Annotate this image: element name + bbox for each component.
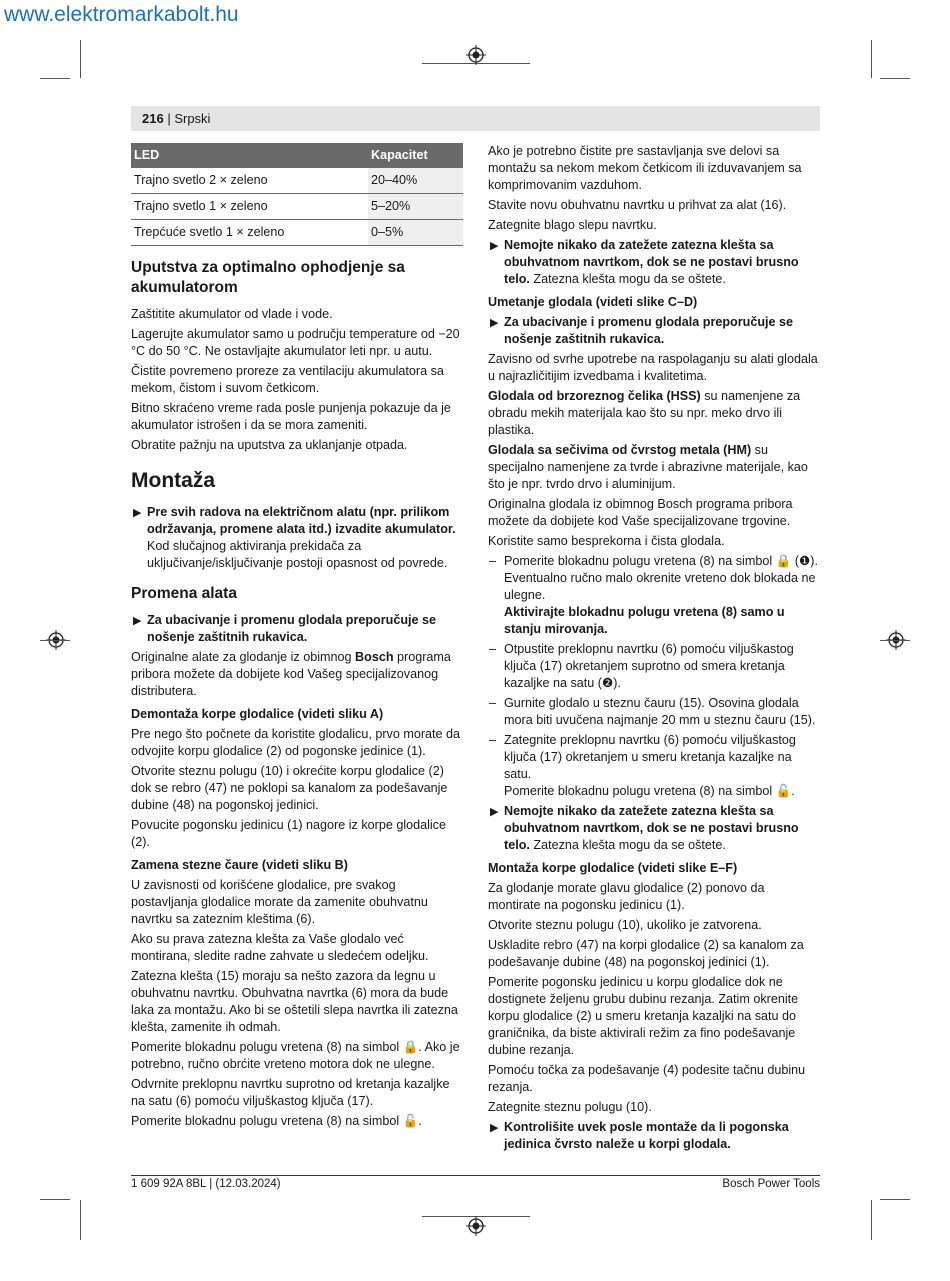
paragraph: Zatezna klešta (15) moraju sa nešto zazora da legnu u obuhvatnu navrtku. Obuhvatna navrtka (6) mora da bude laka za montažu. Ako bi se oštetili slepa navrtka ili zatezna klešta, zamenite ih odmah. xyxy=(131,969,458,1034)
table-cell: 0–5% xyxy=(368,220,463,246)
paragraph: Koristite samo besprekorna i čista glodala. xyxy=(488,534,725,548)
table-cell: 20–40% xyxy=(368,168,463,194)
table-row xyxy=(131,194,463,220)
paragraph: Stavite novu obuhvatnu navrtku u prihvat za alat (16). xyxy=(488,198,787,212)
registration-mark-icon xyxy=(466,45,486,65)
warning-text: Zatezna klešta mogu da se oštete. xyxy=(533,838,726,852)
warning-bold: Za ubacivanje i promenu glodala preporučuje se nošenje zaštitnih rukavica. xyxy=(504,315,794,346)
table-cell: Trajno svetlo 2 × zeleno xyxy=(131,168,368,194)
table-header: Kapacitet xyxy=(368,143,463,168)
bullet-triangle-icon: ▶ xyxy=(490,1122,499,1134)
paragraph: Zaštitite akumulator od vlade i vode. xyxy=(131,307,333,321)
paragraph: Otvorite steznu polugu (10) i okrećite korpu glodalice (2) dok se rebro (47) ne poklopi sa kanalom za podešavanje dubine (48) na pogonskoj jedinici. xyxy=(131,764,448,812)
warning-bold: Nemojte nikako da zatežete zatezna klešta sa obuhvatnom navrtkom, dok se ne postavi brusno telo. xyxy=(504,238,799,286)
warning-bold: Za ubacivanje i promenu glodala preporučuje se nošenje zaštitnih rukavica. xyxy=(147,613,437,644)
paragraph: Povucite pogonsku jedinicu (1) nagore iz korpe glodalice (2). xyxy=(131,818,447,849)
paragraph: Pomerite blokadnu polugu vretena (8) na simbol 🔒. Ako je potrebno, ručno obrćite vreteno motora dok ne ulegne. xyxy=(131,1040,460,1071)
footer-rule xyxy=(131,1175,820,1176)
warning-item xyxy=(488,803,820,854)
subsection-heading: Zamena stezne čaure (videti sliku B) xyxy=(131,858,348,872)
page-language: Srpski xyxy=(174,111,211,126)
crop-mark xyxy=(40,1199,70,1200)
paragraph: Čistite povremeno proreze za ventilaciju akumulatora sa mekom, čistom i suvom četkicom. xyxy=(131,364,444,395)
led-capacity-table xyxy=(131,143,463,246)
warning-text: Kod slučajnog aktiviranja prekidača za uključivanje/isključivanje postoji opasnost od povrede. xyxy=(147,539,448,570)
chapter-heading: Montaža xyxy=(131,469,215,492)
warning-item xyxy=(488,314,820,348)
paragraph: Glodala od brzoreznog čelika (HSS) su namenjene za obradu mekih materijala kao što su npr. meko drvo ili plastika. xyxy=(488,389,801,437)
paragraph: Obratite pažnju na uputstva za uklanjanje otpada. xyxy=(131,438,408,452)
crop-mark xyxy=(871,1200,872,1240)
warning-bold: Nemojte nikako da zatežete zatezna klešta sa obuhvatnom navrtkom, dok se ne postavi brusno telo. xyxy=(504,804,799,852)
section-heading: Uputstva za optimalno ophodjenje sa akumulatorom xyxy=(131,259,405,296)
table-cell: Trepćuće svetlo 1 × zeleno xyxy=(131,220,368,246)
paragraph: Otvorite steznu polugu (10), ukoliko je zatvorena. xyxy=(488,918,762,932)
bullet-triangle-icon: ▶ xyxy=(490,806,499,818)
paragraph: Zategnite blago slepu navrtku. xyxy=(488,218,657,232)
warning-bold: Kontrolišite uvek posle montaže da li pogonska jedinica čvrsto naleže u korpi glodala. xyxy=(504,1120,789,1151)
warning-text: Zatezna klešta mogu da se oštete. xyxy=(533,272,726,286)
registration-mark-icon xyxy=(466,1216,486,1236)
table-row xyxy=(131,220,463,246)
page-number: 216 xyxy=(142,111,164,126)
step-item: – Pomerite blokadnu polugu vretena (8) na simbol 🔒 (❶). Eventualno ručno malo okrenite vreteno dok blokada ne ulegne. Aktivirajte blokadnu polugu vretena (8) samo u stanju mirovanja. xyxy=(489,554,818,636)
paragraph: Ako je potrebno čistite pre sastavljanja sve delovi sa montažu sa nekom mekom četkicom ili izduvavanjem sa komprimovanim vazduhom. xyxy=(488,144,802,192)
crop-mark xyxy=(80,1200,81,1240)
paragraph: Bitno skraćeno vreme rada posle punjenja pokazuje da je akumulator istrošen i da se mora zameniti. xyxy=(131,401,451,432)
paragraph: Zavisno od svrhe upotrebe na raspolaganju su alati glodala u najrazličitijim izvedbama i kvalitetima. xyxy=(488,352,818,383)
warning-bold: Pre svih radova na električnom alatu (npr. prilikom održavanja, promene alata itd.) izvadite akumulator. xyxy=(147,505,456,536)
paragraph: U zavisnosti od korišćene glodalice, pre svakog postavljanja glodalice morate da zamenite obuhvatnu navrtku sa zateznim kleštima (6). xyxy=(131,878,428,926)
subsection-heading: Umetanje glodala (videti slike C–D) xyxy=(488,295,698,309)
paragraph: Pomoću točka za podešavanje (4) podesite tačnu dubinu rezanja. xyxy=(488,1063,806,1094)
step-item: – Otpustite preklopnu navrtku (6) pomoću viljuškastog ključa (17) okretanjem suprotno od smera kretanja kazaljke na satu (❷). xyxy=(489,642,794,690)
paragraph: Glodala sa sečivima od čvrstog metala (HM) su specijalno namenjene za tvrde i abrazivne materijale, kao što je npr. tvrdo drvo i aluminijum. xyxy=(488,443,808,491)
paragraph: Lagerujte akumulator samo u području temperature od −20 °C do 50 °C. Ne ostavljajte akumulator leti npr. u autu. xyxy=(131,327,460,358)
paragraph: Originalne alate za glodanje iz obimnog Bosch programa pribora možete da dobijete kod Vašeg specijalizovanog distributera. xyxy=(131,650,451,698)
paragraph: Originalna glodala iz obimnog Bosch programa pribora možete da dobijete kod Vaše specijalizovane trgovine. xyxy=(488,497,793,528)
section-heading: Promena alata xyxy=(131,585,237,602)
paragraph: Pomerite pogonsku jedinicu u korpu glodalice dok ne dostignete željenu grubu dubinu rezanja. Zatim okrenite korpu glodalice (2) u smeru kretanja kazaljki na satu do graničnika, da biste aktivirali režim za fino podešavanje dubine rezanja. xyxy=(488,975,799,1057)
footer-brand: Bosch Power Tools xyxy=(722,1178,820,1190)
crop-mark xyxy=(80,40,81,78)
crop-mark xyxy=(40,78,70,79)
warning-item xyxy=(131,612,463,646)
page-header: 216 | Srpski xyxy=(142,111,211,126)
crop-mark xyxy=(871,40,872,78)
step-item: – Zategnite preklopnu navrtku (6) pomoću viljuškastog ključa (17) okretanjem u smeru kretanja kazaljke na satu. Pomerite blokadnu polugu vretena (8) na simbol 🔓. xyxy=(489,733,796,798)
table-header: LED xyxy=(131,143,368,168)
bullet-triangle-icon: ▶ xyxy=(490,240,499,252)
bullet-triangle-icon: ▶ xyxy=(490,317,499,329)
subsection-heading: Montaža korpe glodalice (videti slike E–F) xyxy=(488,861,738,875)
paragraph: Zategnite steznu polugu (10). xyxy=(488,1100,652,1114)
bullet-triangle-icon: ▶ xyxy=(133,507,142,519)
crop-mark xyxy=(880,78,910,79)
table-cell: 5–20% xyxy=(368,194,463,220)
left-column xyxy=(131,143,463,1133)
step-item: – Gurnite glodalo u steznu čauru (15). Osovina glodala mora biti uvučena najmanje 20 mm u steznu čauru (15). xyxy=(489,696,816,727)
site-url[interactable]: www.elektromarkabolt.hu xyxy=(4,3,239,26)
paragraph: Uskladite rebro (47) na korpi glodalice (2) sa kanalom za podešavanje dubine (48) na pogonskoj jedinici (1). xyxy=(488,938,804,969)
right-column xyxy=(488,143,820,1156)
footer-doc-id: 1 609 92A 8BL | (12.03.2024) xyxy=(131,1178,281,1190)
table-row xyxy=(131,168,463,194)
bullet-triangle-icon: ▶ xyxy=(133,615,142,627)
paragraph: Za glodanje morate glavu glodalice (2) ponovo da montirate na pogonsku jedinicu (1). xyxy=(488,881,765,912)
page-header-bar xyxy=(131,106,820,131)
warning-item xyxy=(131,504,463,572)
warning-item xyxy=(488,1119,820,1153)
paragraph: Odvrnite preklopnu navrtku suprotno od kretanja kazaljke na satu (6) pomoću viljuškastog ključa (17). xyxy=(131,1077,450,1108)
subsection-heading: Demontaža korpe glodalice (videti sliku A) xyxy=(131,707,384,721)
paragraph: Pre nego što počnete da koristite glodalicu, prvo morate da odvojite korpu glodalice (2) od pogonske jedinice (1). xyxy=(131,727,461,758)
warning-item xyxy=(488,237,820,288)
crop-mark xyxy=(880,1199,910,1200)
table-cell: Trajno svetlo 1 × zeleno xyxy=(131,194,368,220)
paragraph: Ako su prava zatezna klešta za Vaše glodalo već montirana, sledite radne zahvate u sledećem odeljku. xyxy=(131,932,429,963)
crop-mark xyxy=(40,640,70,641)
crop-mark xyxy=(880,640,910,641)
paragraph: Pomerite blokadnu polugu vretena (8) na simbol 🔓. xyxy=(131,1114,422,1128)
